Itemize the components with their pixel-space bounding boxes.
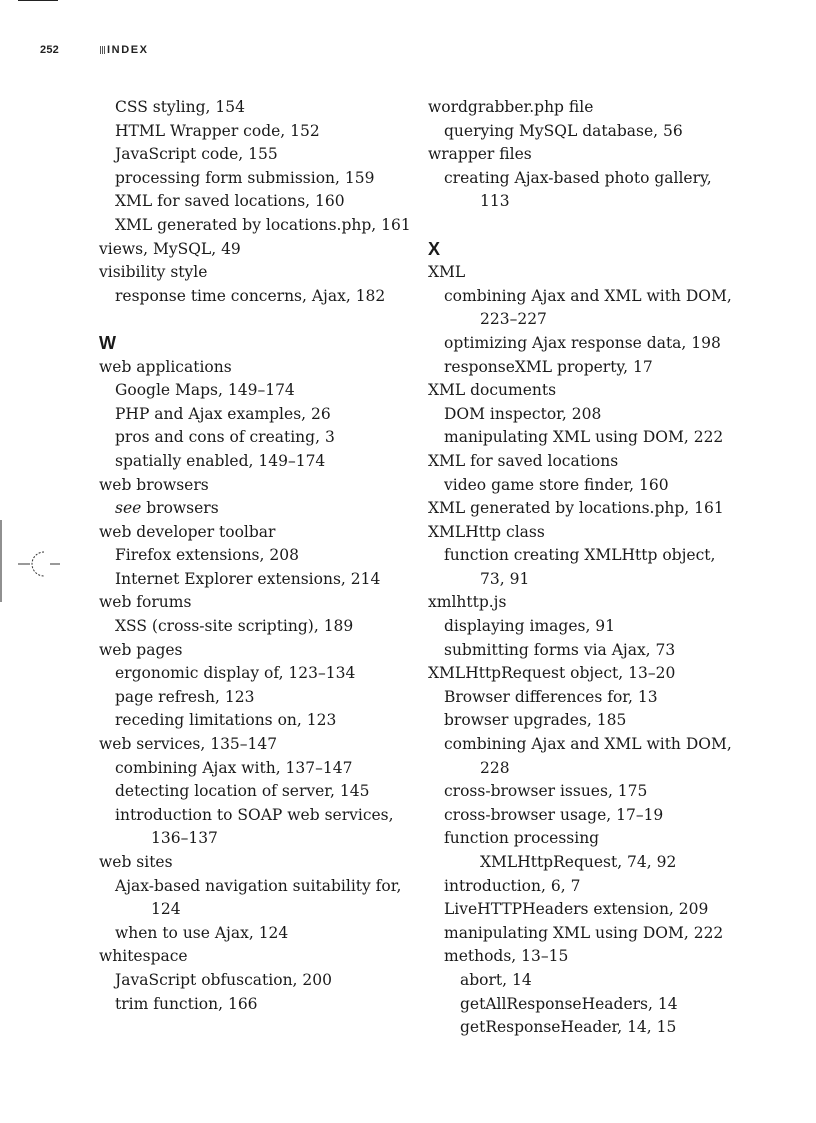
see-reference: see (115, 499, 142, 518)
index-subentry: when to use Ajax, 124 (115, 923, 289, 942)
index-column-right (428, 96, 758, 1040)
index-subentry: combining Ajax and XML with DOM, (444, 286, 732, 305)
index-subentry: DOM inspector, 208 (444, 404, 602, 423)
header-ornament-icon (100, 46, 106, 54)
index-subentry: 228 (480, 758, 510, 777)
index-entry: web developer toolbar (99, 522, 276, 541)
blank-line (428, 214, 758, 238)
index-subentry: JavaScript obfuscation, 200 (115, 970, 332, 989)
index-subentry: Google Maps, 149–174 (115, 381, 295, 400)
index-subentry: browser upgrades, 185 (444, 711, 627, 730)
index-column-left (99, 96, 411, 1016)
index-entry: wrapper files (428, 145, 532, 164)
index-subentry: response time concerns, Ajax, 182 (115, 286, 386, 305)
index-subentry: submitting forms via Ajax, 73 (444, 640, 676, 659)
index-entry: XML documents (428, 381, 557, 400)
index-subentry: function creating XMLHttp object, (444, 546, 716, 565)
index-subentry: combining Ajax and XML with DOM, (444, 735, 732, 754)
section-label: INDEX (107, 44, 149, 56)
index-subentry: trim function, 166 (115, 994, 258, 1013)
index-subentry: detecting location of server, 145 (115, 782, 370, 801)
index-subentry: receding limitations on, 123 (115, 711, 337, 730)
index-entry: visibility style (99, 263, 208, 282)
index-subentry: getResponseHeader, 14, 15 (460, 1018, 677, 1037)
index-subentry: function processing (444, 829, 600, 848)
index-subentry: Browser differences for, 13 (444, 687, 658, 706)
index-entry: wordgrabber.php file (428, 98, 594, 116)
index-entry: web forums (99, 593, 192, 612)
index-subentry: creating Ajax-based photo gallery, (444, 168, 712, 187)
index-subentry: responseXML property, 17 (444, 357, 653, 376)
index-subentry: HTML Wrapper code, 152 (115, 121, 320, 140)
index-subentry: ergonomic display of, 123–134 (115, 664, 356, 683)
index-subentry: 136–137 (151, 829, 218, 848)
crop-mark-icon (0, 520, 70, 602)
index-entry: XMLHttpRequest object, 13–20 (428, 664, 676, 683)
index-entry: web pages (99, 640, 183, 659)
index-entry: xmlhttp.js (428, 593, 507, 612)
index-subentry: XSS (cross-site scripting), 189 (115, 617, 354, 636)
index-entry: web applications (99, 357, 232, 376)
index-entry: views, MySQL, 49 (99, 239, 241, 258)
index-subentry: 73, 91 (480, 569, 530, 588)
index-subentry: optimizing Ajax response data, 198 (444, 333, 721, 352)
index-subentry: Internet Explorer extensions, 214 (115, 569, 381, 588)
index-subentry: XML for saved locations, 160 (115, 192, 345, 211)
index-entry: XML for saved locations (428, 451, 619, 470)
index-entry: web services, 135–147 (99, 735, 278, 754)
index-subentry: 113 (480, 192, 510, 211)
index-subentry: spatially enabled, 149–174 (115, 451, 326, 470)
index-subentry: page refresh, 123 (115, 687, 255, 706)
index-subentry: combining Ajax with, 137–147 (115, 758, 353, 777)
index-subentry: manipulating XML using DOM, 222 (444, 428, 724, 447)
blank-line (99, 308, 399, 332)
index-subentry: methods, 13–15 (444, 947, 569, 966)
index-subentry: querying MySQL database, 56 (444, 121, 683, 140)
index-entry: web browsers (99, 475, 209, 494)
index-subentry: manipulating XML using DOM, 222 (444, 923, 724, 942)
index-subentry: cross-browser usage, 17–19 (444, 805, 664, 824)
index-subentry: pros and cons of creating, 3 (115, 428, 335, 447)
index-entry: whitespace (99, 947, 188, 966)
index-entry: XML generated by locations.php, 161 (428, 499, 724, 518)
index-subentry: introduction, 6, 7 (444, 876, 581, 895)
index-subentry: video game store finder, 160 (444, 475, 669, 494)
index-subentry: XML generated by locations.php, 161 (115, 215, 411, 234)
see-target: browsers (141, 499, 219, 518)
index-entry: web sites (99, 853, 173, 871)
index-entry: XMLHttp class (428, 522, 545, 541)
index-subentry: LiveHTTPHeaders extension, 209 (444, 900, 709, 919)
index-subentry: getAllResponseHeaders, 14 (460, 994, 678, 1013)
index-subentry: introduction to SOAP web services, (115, 805, 394, 824)
page-number: 252 (40, 44, 59, 56)
index-subentry: 124 (151, 900, 181, 919)
index-subentry: Firefox extensions, 208 (115, 546, 299, 565)
index-subentry (99, 497, 399, 521)
index-subentry: JavaScript code, 155 (115, 145, 278, 164)
index-subentry: CSS styling, 154 (115, 98, 245, 116)
index-subentry: processing form submission, 159 (115, 168, 375, 187)
index-subentry: Ajax-based navigation suitability for, (115, 876, 402, 895)
index-subentry: PHP and Ajax examples, 26 (115, 404, 331, 423)
index-entry: XML (428, 263, 466, 282)
top-crop-line (18, 0, 58, 1)
index-subentry: XMLHttpRequest, 74, 92 (480, 853, 677, 871)
index-subentry: abort, 14 (460, 970, 532, 989)
index-subentry: displaying images, 91 (444, 617, 616, 636)
index-subentry: 223–227 (480, 310, 547, 329)
index-subentry: cross-browser issues, 175 (444, 782, 648, 801)
section-letter: W (99, 332, 116, 353)
section-letter: X (428, 238, 441, 259)
